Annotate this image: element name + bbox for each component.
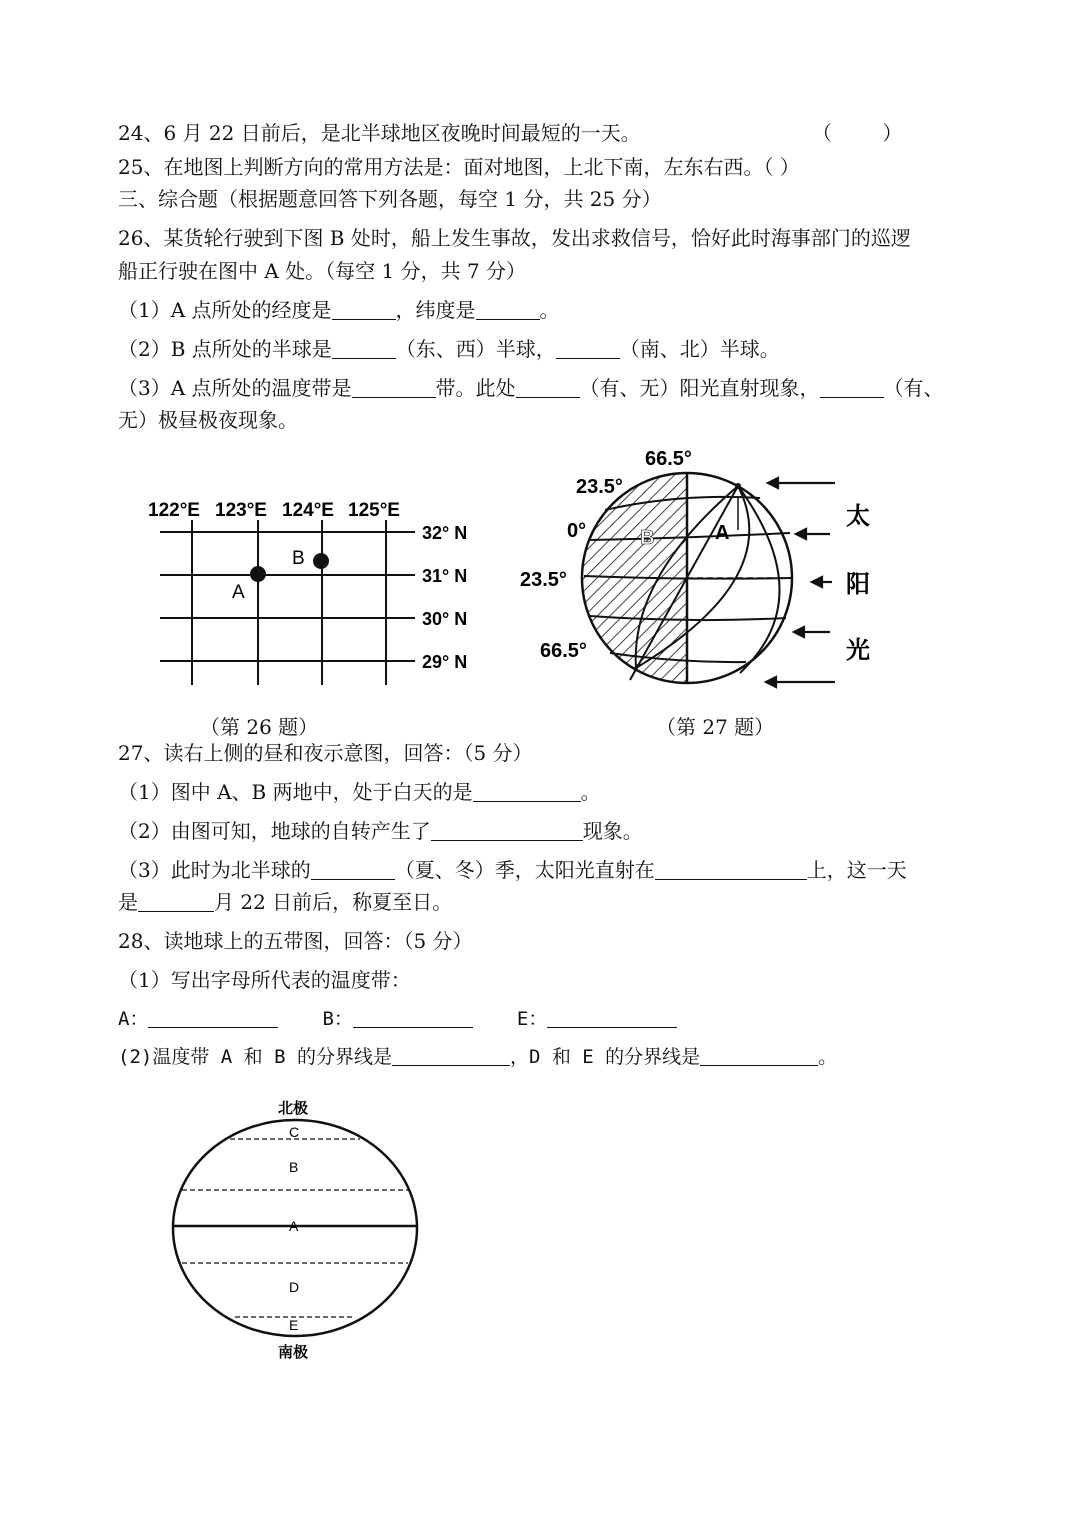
point-b-label: B (292, 548, 305, 569)
point-a-label: A (715, 522, 730, 544)
figure-27-caption: （第 27 题） (656, 715, 775, 739)
answer-blank[interactable] (820, 377, 884, 398)
q26-p2-c: （南、北）半球。 (619, 337, 780, 361)
sunlight-label-2: 阳 (846, 571, 870, 598)
point-b-label: B (640, 527, 655, 549)
q27-p3-e: 月 22 日前后，称夏至日。 (214, 890, 453, 914)
answer-blank[interactable] (332, 338, 396, 359)
arrowhead (796, 529, 806, 539)
answer-blank[interactable] (556, 338, 620, 359)
q28-label-a: A： (118, 1008, 149, 1030)
north-pole-dot (735, 483, 741, 489)
section-3-heading: 三、综合题（根据题意回答下列各题，每空 1 分，共 25 分） (118, 187, 662, 211)
q28-zone-answers (118, 1004, 677, 1034)
q26-part2 (118, 334, 780, 364)
answer-blank[interactable] (476, 299, 540, 320)
arrowhead (766, 677, 776, 687)
q27-part1 (118, 777, 601, 807)
q26-p3-c: （有、无）阳光直射现象， (579, 376, 820, 400)
label-equator-0: 0° (567, 520, 587, 542)
point-a-label: A (232, 582, 245, 603)
q26-p3-b: 带。此处 (435, 376, 516, 400)
label-66-5-bottom: 66.5° (540, 640, 587, 662)
lat-label-32: 32° N (422, 523, 468, 543)
zone-a-label: A (289, 1218, 299, 1234)
figure-26-grid (140, 490, 480, 690)
lat-label-31: 31° N (422, 566, 468, 586)
q26-stem-line2: 船正行驶在图中 A 处。（每空 1 分，共 7 分） (118, 259, 527, 283)
q25-text: 25、在地图上判断方向的常用方法是：面对地图，上北下南，左东右西。（ ） (118, 155, 800, 179)
q28-p2-b: ，D 和 E 的分界线是 (509, 1046, 701, 1068)
north-pole-label: 北极 (278, 1100, 309, 1117)
q26-p3-e: 无）极昼极夜现象。 (118, 408, 298, 432)
figure-28-five-zones (160, 1095, 440, 1365)
arrowhead (794, 627, 804, 637)
answer-blank[interactable] (547, 1007, 677, 1028)
lon-label-123: 123°E (215, 500, 267, 521)
q26-p2-a: （2）B 点所处的半球是 (118, 337, 332, 361)
arrowhead (768, 478, 778, 488)
q27-p3-b: （夏、冬）季，太阳光直射在 (394, 858, 655, 882)
figure-27-day-night-globe (510, 448, 890, 716)
zone-e-label: E (289, 1317, 299, 1333)
q28-part2 (118, 1042, 837, 1072)
sunlight-label-1: 太 (846, 503, 870, 530)
q27-p3-c: 上，这一天 (806, 858, 907, 882)
south-pole-label: 南极 (278, 1344, 309, 1361)
q26-p2-b: （东、西）半球， (395, 337, 556, 361)
answer-blank[interactable] (138, 891, 214, 912)
zone-b-label: B (289, 1159, 299, 1175)
q28-p2-c: 。 (818, 1046, 838, 1068)
answer-blank[interactable] (148, 1007, 278, 1028)
q26-p3-d: （有、 (883, 376, 944, 400)
label-23-5-bottom: 23.5° (520, 569, 567, 591)
answer-blank[interactable] (353, 1007, 473, 1028)
q26-p3-a: （3）A 点所处的温度带是 (118, 376, 352, 400)
answer-blank[interactable] (311, 859, 395, 880)
q26-p1-a: （1）A 点所处的经度是 (118, 298, 332, 322)
label-23-5-top: 23.5° (576, 476, 623, 498)
lon-label-125: 125°E (348, 500, 400, 521)
q28-part1: （1）写出字母所代表的温度带： (118, 968, 411, 992)
q27-part3-cont (118, 887, 452, 917)
answer-blank[interactable] (392, 1045, 510, 1066)
q28-title: 28、读地球上的五带图，回答：（5 分） (118, 929, 473, 953)
q26-part1 (118, 295, 560, 325)
answer-blank[interactable] (700, 1045, 818, 1066)
point-b-marker (313, 553, 329, 569)
zone-c-label: C (289, 1124, 300, 1140)
lon-label-122: 122°E (148, 500, 200, 521)
q27-part2 (118, 816, 643, 846)
q27-p1-a: （1）图中 A、B 两地中，处于白天的是 (118, 780, 473, 804)
q27-p1-b: 。 (580, 780, 601, 804)
q27-p2-a: （2）由图可知，地球的自转产生了 (118, 819, 431, 843)
q27-p2-b: 现象。 (582, 819, 643, 843)
lat-label-30: 30° N (422, 609, 468, 629)
answer-blank[interactable] (473, 781, 581, 802)
figure-26-caption: （第 26 题） (200, 715, 319, 739)
lat-label-29: 29° N (422, 652, 468, 672)
label-66-5-top: 66.5° (645, 448, 692, 470)
q27-p3-a: （3）此时为北半球的 (118, 858, 311, 882)
q26-part3 (118, 373, 944, 403)
q26-p1-c: 。 (539, 298, 560, 322)
answer-blank[interactable] (352, 377, 436, 398)
q24-text: 24、6 月 22 日前后，是北半球地区夜晚时间最短的一天。 (118, 121, 641, 145)
q26-p1-b: ，纬度是 (395, 298, 476, 322)
answer-blank[interactable] (332, 299, 396, 320)
answer-blank[interactable] (655, 859, 807, 880)
q28-p2-a: (2)温度带 A 和 B 的分界线是 (118, 1046, 392, 1068)
q26-stem-line1: 26、某货轮行驶到下图 B 处时，船上发生事故，发出求救信号，恰好此时海事部门的巡逻 (118, 226, 911, 250)
q24-answer-paren: （ ） (812, 121, 925, 145)
q27-title: 27、读右上侧的昼和夜示意图，回答：（5 分） (118, 741, 533, 765)
point-a-marker (250, 566, 266, 582)
q27-part3 (118, 855, 907, 885)
arrowhead (812, 577, 822, 587)
answer-blank[interactable] (431, 820, 583, 841)
sunlight-label-3: 光 (846, 637, 870, 664)
zone-d-label: D (289, 1279, 300, 1295)
q28-label-e: E： (516, 1008, 548, 1030)
answer-blank[interactable] (516, 377, 580, 398)
q27-p3-d: 是 (118, 890, 138, 914)
q28-label-b: B： (322, 1008, 353, 1030)
lon-label-124: 124°E (282, 500, 334, 521)
